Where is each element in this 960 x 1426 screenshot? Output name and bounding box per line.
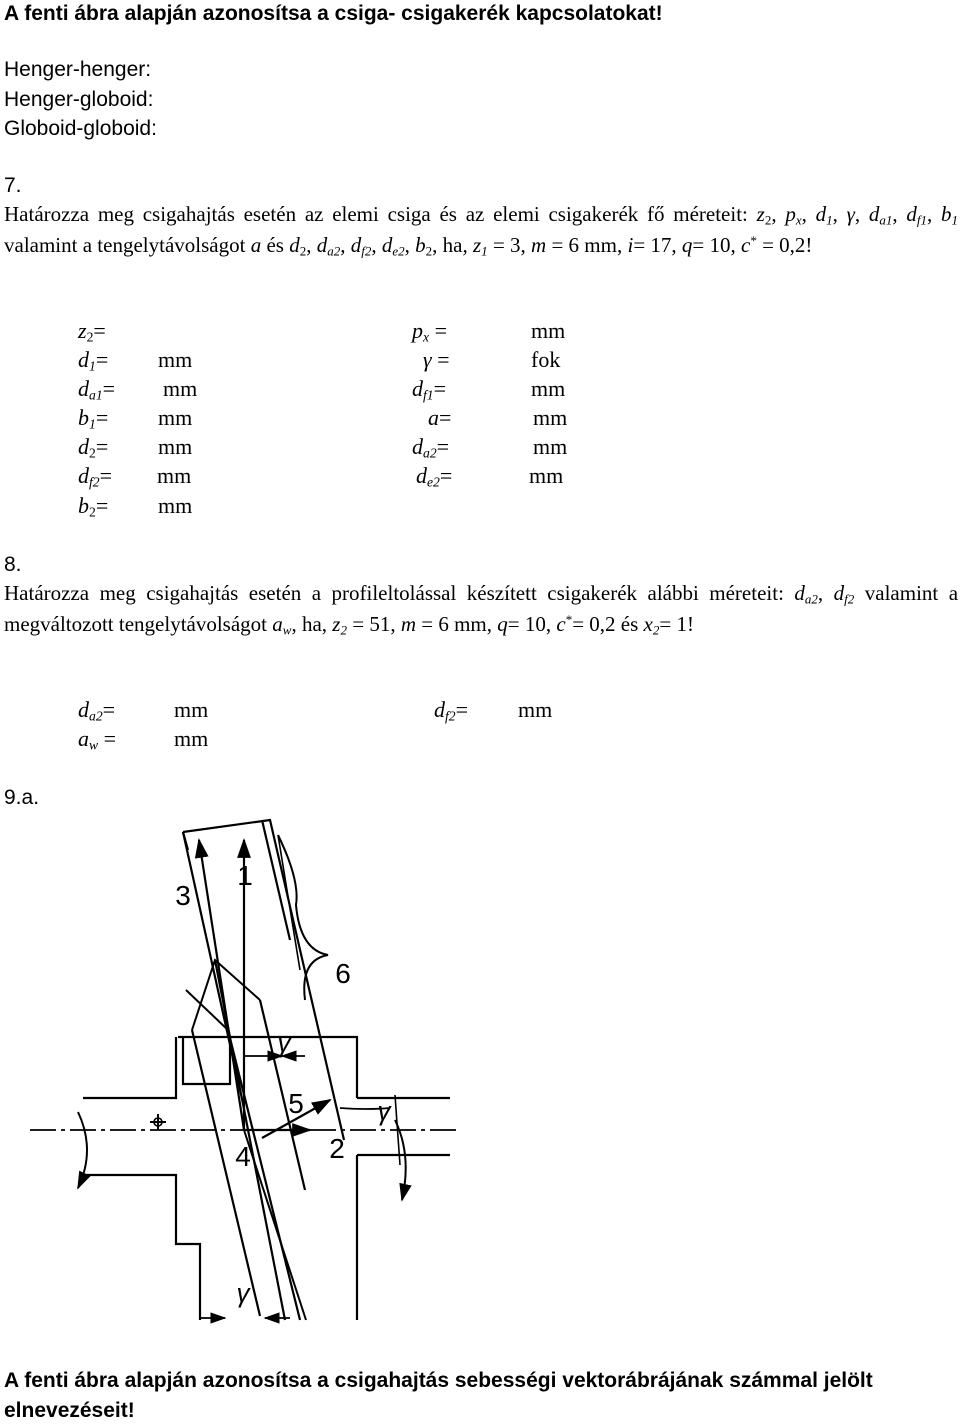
center-mark — [150, 1114, 166, 1130]
q8-z2-value: = 51, — [352, 612, 396, 636]
q8-field-aw[interactable]: $a_w$ = — [78, 726, 117, 753]
q8-mid-text: valamint a megváltozott tengelytávolságot — [4, 581, 959, 636]
q8-x2-value: = 1! — [659, 612, 694, 636]
q8-unit-df2: mm — [518, 697, 553, 722]
q7-unit-a: mm — [533, 405, 568, 430]
q7-unit-b1: mm — [158, 405, 193, 430]
q7-question-text: Határozza meg csigahajtás esetén az elemi csiga és az elemi csigakerék fő méreteit: $z_2$, $p_x$, $d_1$, γ, $d_{a1}$, $d_{f1}$, $b_1$ valamint a tengelytávolságot a és $d_2$, $d_{a2}$, $d_{f2}$, $d_{e2}$, $b_2$, ha, $z_1 = 3$, m = 6 mm, i= 17, q= 10, c* = 0,2! — [4, 202, 959, 259]
q7-field-px[interactable]: $p_x$ = — [412, 318, 447, 345]
q6-item-globoid-globoid: Globoid-globoid: — [4, 117, 157, 140]
q7-unit-da2: mm — [533, 434, 568, 459]
q6-item-henger-globoid: Henger-globoid: — [4, 88, 154, 111]
figure-label-5: 5 — [288, 1088, 304, 1119]
q7-unit-d2: mm — [158, 434, 193, 459]
q7-if-word: ha, — [442, 233, 468, 257]
q8-intro: Határozza meg csigahajtás esetén a profileltolással készített csigakerék alábbi méreteit: — [4, 581, 784, 605]
q6-item-henger-henger: Henger-henger: — [4, 58, 152, 81]
q7-m-value: = 6 mm, — [551, 233, 623, 257]
q7-c-value: = 0,2! — [762, 233, 813, 257]
q8-unit-aw: mm — [174, 726, 209, 751]
figure-label-3: 3 — [175, 880, 191, 911]
figure-label-6: 6 — [335, 958, 351, 989]
q7-unit-d1: mm — [158, 347, 193, 372]
figure-label-1: 1 — [237, 860, 253, 891]
q7-number: 7. — [4, 174, 22, 197]
q7-field-gamma[interactable]: γ = — [423, 347, 450, 372]
q7-field-de2[interactable]: $d_{e2}=$ — [416, 463, 453, 490]
q7-q-value: = 10, — [692, 233, 736, 257]
q7-field-d2[interactable]: $d_2=$ — [78, 434, 109, 461]
q6-title: A fenti ábra alapján azonosítsa a csiga- csigakerék kapcsolatokat! — [4, 2, 663, 25]
q9-number: 9.a. — [4, 786, 40, 809]
worm-cylinder — [83, 1037, 357, 1320]
q7-i-value: = 17, — [633, 233, 677, 257]
q7-unit-de2: mm — [529, 463, 564, 488]
q7-z1-value: = 3, — [492, 233, 526, 257]
q8-unit-da2: mm — [174, 697, 209, 722]
q7-and-word: és — [266, 233, 284, 257]
q7-field-df1[interactable]: $d_{f1}=$ — [412, 376, 447, 403]
q8-m-value: = 6 mm, — [421, 612, 493, 636]
figure-label-gamma-bottom: γ — [236, 1278, 250, 1308]
q7-field-a[interactable]: a= — [428, 405, 452, 430]
q7-field-da1[interactable]: $d_{a1}=$ — [78, 376, 116, 403]
q7-field-da2[interactable]: $d_{a2}=$ — [412, 434, 450, 461]
q8-if-word: ha, — [301, 612, 328, 636]
q7-intro: Határozza meg csigahajtás esetén az elemi csiga és az elemi csigakerék fő méreteit: — [4, 202, 748, 226]
figure-label-2: 2 — [329, 1133, 345, 1164]
figure-label-4: 4 — [235, 1141, 251, 1172]
q7-unit-px: mm — [531, 318, 566, 343]
q7-given-text: valamint a tengelytávolságot — [4, 233, 246, 257]
q8-field-df2[interactable]: $d_{f2}=$ — [434, 697, 469, 724]
q9-footer: A fenti ábra alapján azonosítsa a csigahajtás sebességi vektorábrájának számmal jelölt elnevezéseit! — [4, 1369, 873, 1422]
q7-unit-df1: mm — [531, 376, 566, 401]
q8-q-value: = 10, — [507, 612, 552, 636]
q8-question-text: Határozza meg csigahajtás esetén a profileltolással készített csigakerék alábbi méreteit: $d_{a2}$, $d_{f2}$ valamint a megváltozott tengelytávolságot $a_w$, ha, $z_2 = 51$, m = 6 mm, q= 10, c*= 0,2 és $x_2= 1$! — [4, 581, 959, 638]
q8-c-value: = — [572, 612, 585, 636]
rotation-arrow-left — [78, 1112, 87, 1188]
worm-shaft-left — [83, 1037, 176, 1098]
q7-field-b1[interactable]: $b_1=$ — [78, 405, 109, 432]
figure-label-gamma-right: γ — [377, 1096, 391, 1126]
figure-label-gamma-top: γ — [277, 1028, 291, 1058]
q8-number: 8. — [4, 553, 22, 576]
q7-field-b2[interactable]: $b_2=$ — [78, 493, 109, 520]
q7-unit-da1: mm — [163, 376, 198, 401]
q8-c-value-2: 0,2 és — [589, 612, 639, 636]
q7-unit-gamma: fok — [531, 347, 561, 372]
q8-field-da2[interactable]: $d_{a2}=$ — [78, 697, 116, 724]
q7-field-d1[interactable]: $d_1=$ — [78, 347, 109, 374]
q7-field-df2[interactable]: $d_{f2}=$ — [78, 463, 113, 490]
q7-unit-df2: mm — [157, 463, 192, 488]
q7-field-z2[interactable]: $z_2=$ — [78, 318, 106, 345]
q7-unit-b2: mm — [158, 493, 193, 518]
